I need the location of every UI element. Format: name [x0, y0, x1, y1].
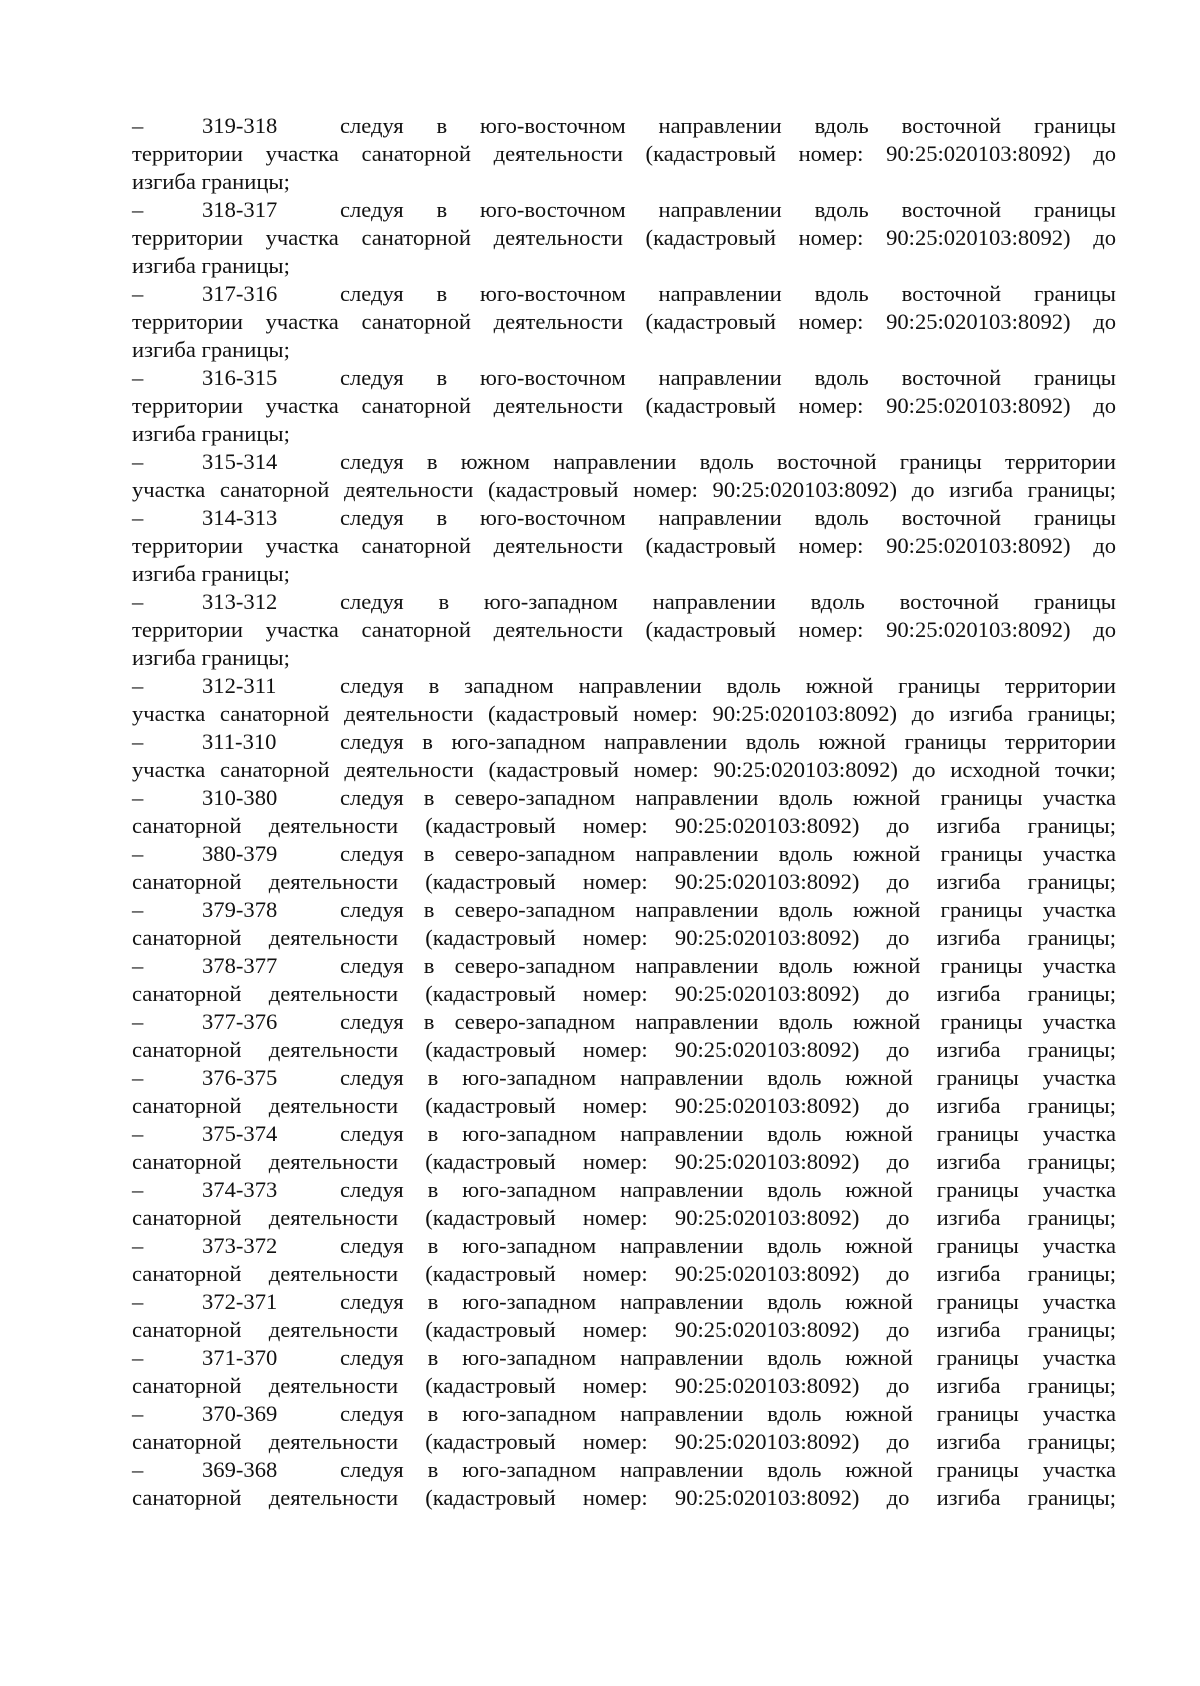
list-dash: – — [132, 197, 144, 222]
entry-first-line — [132, 1008, 1116, 1036]
boundary-segment-entry — [132, 588, 1116, 672]
entry-text-start: следуя в северо-западном направлении вдоль южной границы участка — [340, 953, 1116, 978]
boundary-segment-entry — [132, 952, 1116, 1008]
entry-first-line — [132, 1176, 1116, 1204]
segment-code: 312-311 — [202, 673, 277, 698]
list-dash: – — [132, 673, 144, 698]
boundary-segment-entry — [132, 1176, 1116, 1232]
segment-code: 376-375 — [202, 1065, 278, 1090]
entry-text-continuation: территории участка санаторной деятельности (кадастровый номер: 90:25:020103:8092) до — [132, 141, 1116, 166]
list-dash: – — [132, 785, 144, 810]
entry-text-continuation: санаторной деятельности (кадастровый номер: 90:25:020103:8092) до изгиба границы; — [132, 1373, 1116, 1398]
list-dash: – — [132, 505, 144, 530]
list-dash: – — [132, 953, 144, 978]
entry-text-continuation: санаторной деятельности (кадастровый номер: 90:25:020103:8092) до изгиба границы; — [132, 1149, 1116, 1174]
entry-text-tail: изгиба границы; — [132, 169, 290, 194]
entry-text-start: следуя в западном направлении вдоль южной границы территории — [340, 673, 1116, 698]
segment-code: 314-313 — [202, 505, 278, 530]
entry-text-continuation: санаторной деятельности (кадастровый номер: 90:25:020103:8092) до изгиба границы; — [132, 869, 1116, 894]
entry-text-start: следуя в юго-западном направлении вдоль южной границы участка — [340, 1345, 1116, 1370]
entry-first-line — [132, 1064, 1116, 1092]
entry-text-continuation: территории участка санаторной деятельности (кадастровый номер: 90:25:020103:8092) до — [132, 225, 1116, 250]
entry-first-line — [132, 1456, 1116, 1484]
entry-first-line — [132, 728, 1116, 756]
list-dash: – — [132, 1289, 144, 1314]
entry-text-tail: изгиба границы; — [132, 253, 290, 278]
segment-code: 379-378 — [202, 897, 278, 922]
boundary-segment-entry — [132, 280, 1116, 364]
entry-text-continuation: санаторной деятельности (кадастровый номер: 90:25:020103:8092) до изгиба границы; — [132, 1037, 1116, 1062]
segment-code: 371-370 — [202, 1345, 278, 1370]
boundary-segment-entry — [132, 364, 1116, 448]
entry-text-start: следуя в юго-западном направлении вдоль южной границы участка — [340, 1457, 1116, 1482]
list-dash: – — [132, 1233, 144, 1258]
entry-text-start: следуя в юго-восточном направлении вдоль восточной границы — [340, 197, 1116, 222]
entry-first-line — [132, 588, 1116, 616]
boundary-segment-entry — [132, 1400, 1116, 1456]
segment-code: 378-377 — [202, 953, 278, 978]
boundary-segment-entry — [132, 112, 1116, 196]
boundary-segment-entry — [132, 840, 1116, 896]
entry-first-line — [132, 1288, 1116, 1316]
segment-code: 311-310 — [202, 729, 277, 754]
entry-text-continuation: территории участка санаторной деятельности (кадастровый номер: 90:25:020103:8092) до — [132, 393, 1116, 418]
boundary-segment-entry — [132, 1344, 1116, 1400]
boundary-segment-entry — [132, 448, 1116, 504]
entry-text-start: следуя в юго-западном направлении вдоль южной границы участка — [340, 1289, 1116, 1314]
entry-first-line — [132, 1232, 1116, 1260]
boundary-segment-entry — [132, 1456, 1116, 1512]
boundary-segment-entry — [132, 196, 1116, 280]
document-page — [132, 112, 1116, 1512]
entry-text-continuation: санаторной деятельности (кадастровый номер: 90:25:020103:8092) до изгиба границы; — [132, 1205, 1116, 1230]
list-dash: – — [132, 1009, 144, 1034]
entry-first-line — [132, 1400, 1116, 1428]
entry-text-start: следуя в юго-западном направлении вдоль восточной границы — [340, 589, 1116, 614]
boundary-segment-entry — [132, 672, 1116, 728]
list-dash: – — [132, 897, 144, 922]
entry-text-continuation: санаторной деятельности (кадастровый номер: 90:25:020103:8092) до изгиба границы; — [132, 1485, 1116, 1510]
entry-text-start: следуя в северо-западном направлении вдоль южной границы участка — [340, 785, 1116, 810]
entry-first-line — [132, 896, 1116, 924]
entry-first-line — [132, 448, 1116, 476]
segment-code: 319-318 — [202, 113, 278, 138]
list-dash: – — [132, 1177, 144, 1202]
entry-text-start: следуя в юго-западном направлении вдоль южной границы участка — [340, 1177, 1116, 1202]
entry-text-start: следуя в юго-восточном направлении вдоль восточной границы — [340, 505, 1116, 530]
segment-code: 318-317 — [202, 197, 278, 222]
boundary-segment-entry — [132, 1288, 1116, 1344]
list-dash: – — [132, 281, 144, 306]
segment-code: 316-315 — [202, 365, 278, 390]
segment-code: 374-373 — [202, 1177, 278, 1202]
entry-text-start: следуя в юго-западном направлении вдоль южной границы участка — [340, 1401, 1116, 1426]
entry-text-start: следуя в северо-западном направлении вдоль южной границы участка — [340, 841, 1116, 866]
entry-first-line — [132, 672, 1116, 700]
entry-text-start: следуя в юго-восточном направлении вдоль восточной границы — [340, 113, 1116, 138]
boundary-segment-entry — [132, 728, 1116, 784]
segment-code: 317-316 — [202, 281, 278, 306]
entry-text-continuation: санаторной деятельности (кадастровый номер: 90:25:020103:8092) до изгиба границы; — [132, 925, 1116, 950]
entry-text-continuation: санаторной деятельности (кадастровый номер: 90:25:020103:8092) до изгиба границы; — [132, 813, 1116, 838]
entry-first-line — [132, 840, 1116, 868]
entry-first-line — [132, 196, 1116, 224]
entry-text-continuation: санаторной деятельности (кадастровый номер: 90:25:020103:8092) до изгиба границы; — [132, 1429, 1116, 1454]
list-dash: – — [132, 729, 144, 754]
entry-text-continuation: территории участка санаторной деятельности (кадастровый номер: 90:25:020103:8092) до — [132, 309, 1116, 334]
entry-first-line — [132, 952, 1116, 980]
entry-first-line — [132, 784, 1116, 812]
list-dash: – — [132, 589, 144, 614]
entry-text-start: следуя в южном направлении вдоль восточной границы территории — [340, 449, 1116, 474]
segment-code: 310-380 — [202, 785, 278, 810]
list-dash: – — [132, 1401, 144, 1426]
entry-text-tail: изгиба границы; — [132, 337, 290, 362]
entry-first-line — [132, 504, 1116, 532]
segment-code: 375-374 — [202, 1121, 278, 1146]
entry-text-start: следуя в северо-западном направлении вдоль южной границы участка — [340, 897, 1116, 922]
entry-text-continuation: участка санаторной деятельности (кадастровый номер: 90:25:020103:8092) до изгиба границы; — [132, 477, 1116, 502]
entry-text-start: следуя в юго-западном направлении вдоль южной границы участка — [340, 1233, 1116, 1258]
entry-text-continuation: санаторной деятельности (кадастровый номер: 90:25:020103:8092) до изгиба границы; — [132, 1261, 1116, 1286]
list-dash: – — [132, 449, 144, 474]
boundary-segment-entry — [132, 896, 1116, 952]
entry-text-start: следуя в юго-западном направлении вдоль южной границы территории — [340, 729, 1116, 754]
list-dash: – — [132, 1345, 144, 1370]
segment-code: 315-314 — [202, 449, 278, 474]
boundary-segment-entry — [132, 1008, 1116, 1064]
list-dash: – — [132, 1457, 144, 1482]
entry-first-line — [132, 280, 1116, 308]
entry-text-tail: изгиба границы; — [132, 421, 290, 446]
list-dash: – — [132, 1121, 144, 1146]
entry-text-continuation: санаторной деятельности (кадастровый номер: 90:25:020103:8092) до изгиба границы; — [132, 1093, 1116, 1118]
entry-first-line — [132, 112, 1116, 140]
entry-text-start: следуя в юго-восточном направлении вдоль восточной границы — [340, 365, 1116, 390]
segment-code: 370-369 — [202, 1401, 278, 1426]
list-dash: – — [132, 841, 144, 866]
segment-code: 373-372 — [202, 1233, 278, 1258]
entry-first-line — [132, 1120, 1116, 1148]
boundary-segment-entry — [132, 1120, 1116, 1176]
entry-text-continuation: территории участка санаторной деятельности (кадастровый номер: 90:25:020103:8092) до — [132, 533, 1116, 558]
segment-code: 369-368 — [202, 1457, 278, 1482]
entry-text-continuation: территории участка санаторной деятельности (кадастровый номер: 90:25:020103:8092) до — [132, 617, 1116, 642]
entry-text-start: следуя в северо-западном направлении вдоль южной границы участка — [340, 1009, 1116, 1034]
entry-text-tail: изгиба границы; — [132, 561, 290, 586]
entry-text-start: следуя в юго-западном направлении вдоль южной границы участка — [340, 1121, 1116, 1146]
entry-text-start: следуя в юго-восточном направлении вдоль восточной границы — [340, 281, 1116, 306]
entry-text-tail: изгиба границы; — [132, 645, 290, 670]
boundary-segment-entry — [132, 1064, 1116, 1120]
boundary-segment-entry — [132, 1232, 1116, 1288]
list-dash: – — [132, 365, 144, 390]
segment-code: 372-371 — [202, 1289, 278, 1314]
entry-text-continuation: санаторной деятельности (кадастровый номер: 90:25:020103:8092) до изгиба границы; — [132, 1317, 1116, 1342]
entry-text-continuation: участка санаторной деятельности (кадастровый номер: 90:25:020103:8092) до исходной точки; — [132, 757, 1116, 782]
segment-code: 377-376 — [202, 1009, 278, 1034]
segment-code: 380-379 — [202, 841, 278, 866]
entry-text-start: следуя в юго-западном направлении вдоль южной границы участка — [340, 1065, 1116, 1090]
boundary-segment-entry — [132, 504, 1116, 588]
list-dash: – — [132, 113, 144, 138]
list-dash: – — [132, 1065, 144, 1090]
boundary-segment-entry — [132, 784, 1116, 840]
entry-text-continuation: санаторной деятельности (кадастровый номер: 90:25:020103:8092) до изгиба границы; — [132, 981, 1116, 1006]
entry-first-line — [132, 1344, 1116, 1372]
entry-first-line — [132, 364, 1116, 392]
entry-text-continuation: участка санаторной деятельности (кадастровый номер: 90:25:020103:8092) до изгиба границы; — [132, 701, 1116, 726]
segment-code: 313-312 — [202, 589, 278, 614]
